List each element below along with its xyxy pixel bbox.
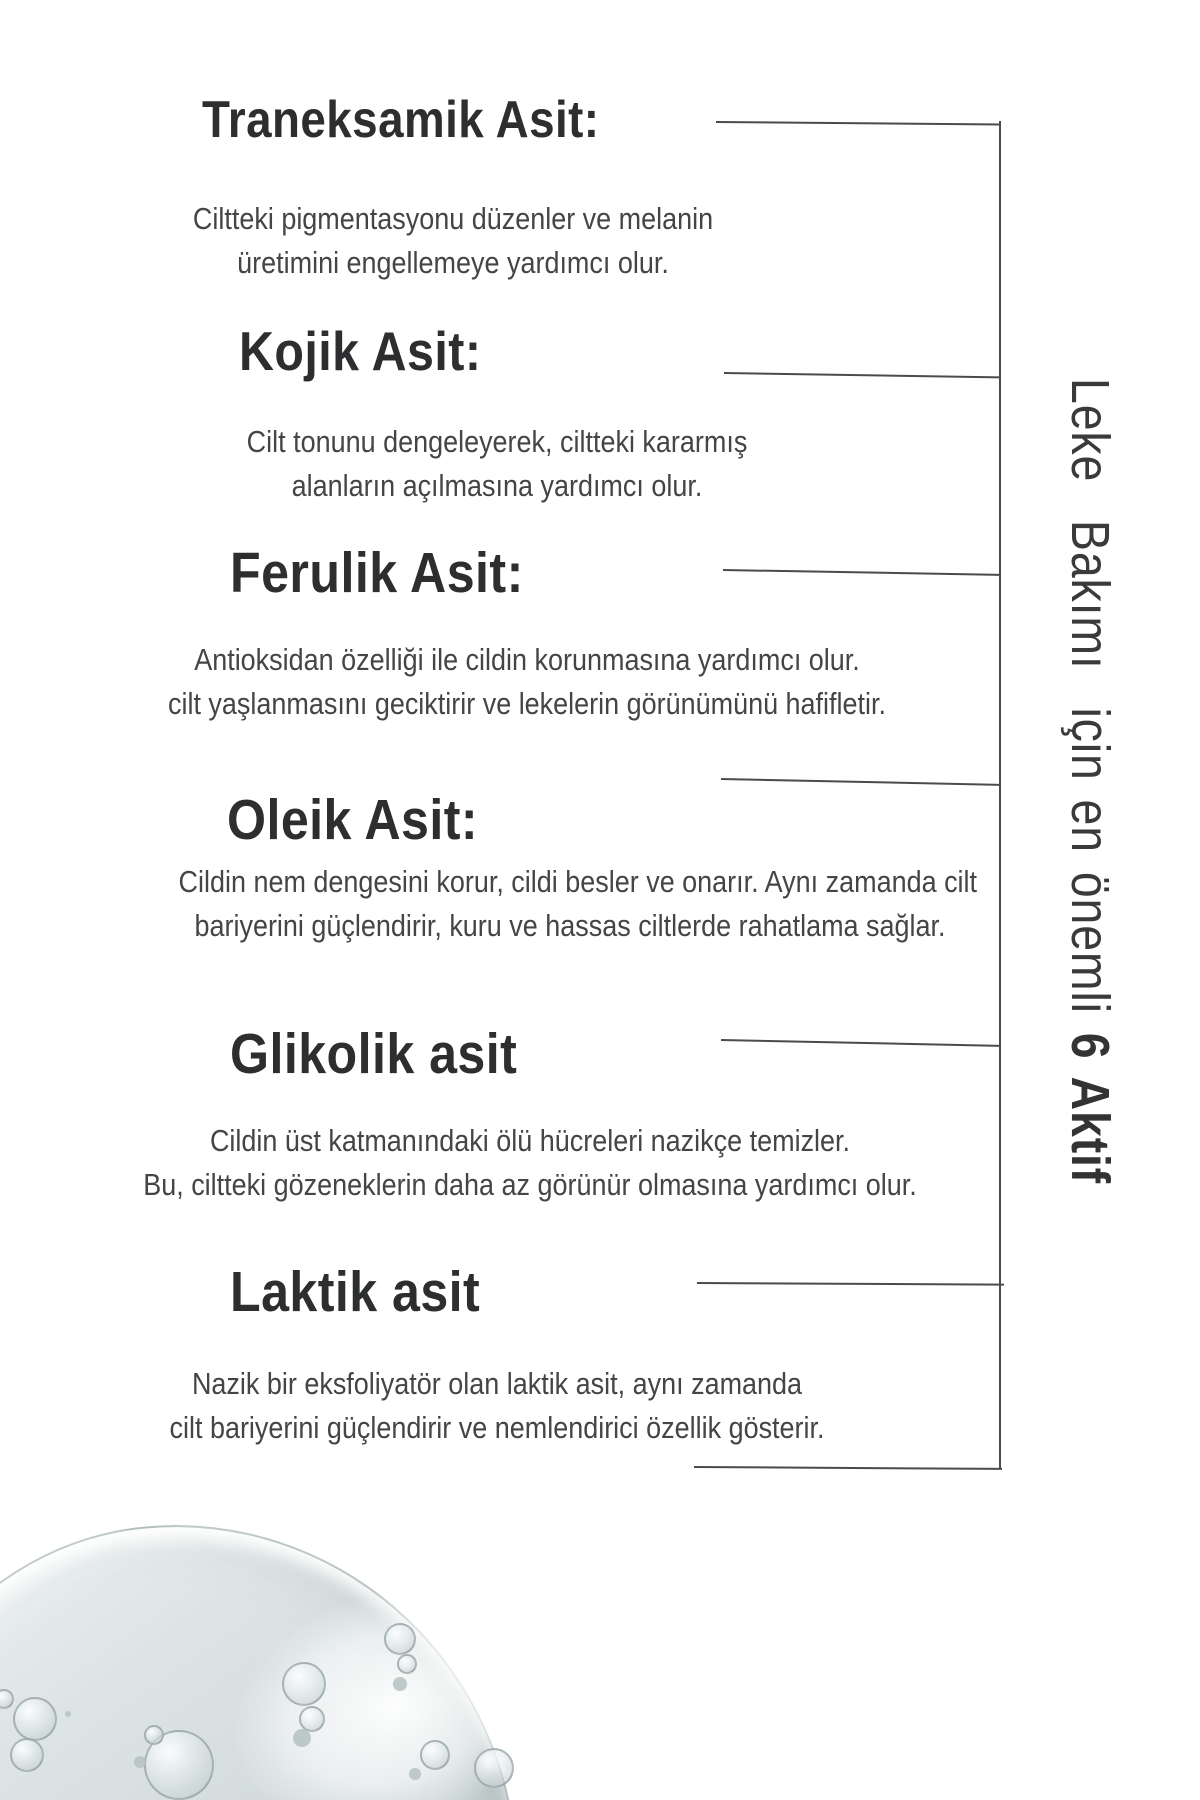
connector-line-laktik	[697, 1282, 1004, 1286]
body-oleik-asit	[178, 860, 978, 948]
side-label-bold: 6 Aktif	[1060, 1032, 1120, 1185]
heading-kojik-asit: Kojik Asit:	[239, 320, 482, 382]
bubble	[420, 1740, 450, 1770]
body-line: Antioksidan özelliği ile cildin korunmasına yardımcı olur.	[194, 642, 860, 677]
side-label-regular: Leke Bakımı için en önemli	[1060, 378, 1120, 1033]
connector-line-ferulik	[723, 569, 1000, 576]
heading-oleik-asit: Oleik Asit:	[227, 788, 479, 852]
bubble	[134, 1756, 146, 1768]
body-line: cilt yaşlanmasını geciktirir ve lekelerin görünümünü hafifletir.	[167, 686, 887, 721]
connector-line-oleik	[721, 778, 1000, 786]
side-label-vertical	[1055, 378, 1120, 1204]
connector-line-traneksamik	[716, 121, 1000, 125]
heading-laktik-asit: Laktik asit	[230, 1260, 481, 1324]
bubble	[282, 1662, 326, 1706]
body-line: cilt bariyerini güçlendirir ve nemlendirici özellik gösterir.	[169, 1410, 825, 1445]
bubble	[474, 1748, 514, 1788]
bubble	[393, 1677, 407, 1691]
connector-line-glikolik	[721, 1039, 1000, 1047]
body-line: Bu, ciltteki gözeneklerin daha az görünür olmasına yardımcı olur.	[143, 1167, 917, 1202]
bracket-bottom-line	[694, 1466, 1002, 1470]
connector-line-kojik	[724, 372, 1000, 378]
body-line: bariyerini güçlendirir, kuru ve hassas ciltlerde rahatlama sağlar.	[194, 908, 946, 943]
bubble	[384, 1623, 416, 1655]
heading-glikolik-asit: Glikolik asit	[230, 1022, 518, 1086]
heading-ferulik-asit: Ferulik Asit:	[230, 541, 524, 605]
bubble	[397, 1654, 417, 1674]
heading-traneksamik-asit: Traneksamik Asit:	[202, 91, 600, 149]
body-glikolik-asit	[139, 1119, 922, 1207]
body-line: Cilt tonunu dengeleyerek, ciltteki kararmış	[246, 424, 748, 459]
bubble	[13, 1697, 57, 1741]
bubble	[65, 1711, 71, 1717]
body-traneksamik-asit	[62, 197, 845, 285]
bubble	[144, 1725, 164, 1745]
body-ferulik-asit	[136, 638, 919, 726]
body-line: üretimini engellemeye yardımcı olur.	[237, 245, 669, 280]
body-kojik-asit	[106, 420, 889, 508]
body-line: Cildin nem dengesini korur, cildi besler ve onarır. Aynı zamanda cilt	[178, 864, 978, 899]
bubble	[293, 1729, 311, 1747]
body-line: Nazik bir eksfoliyatör olan laktik asit, aynı zamanda	[191, 1366, 803, 1401]
body-line: alanların açılmasına yardımcı olur.	[291, 468, 703, 503]
bubble	[10, 1738, 44, 1772]
body-line: Ciltteki pigmentasyonu düzenler ve melanin	[192, 201, 714, 236]
body-laktik-asit	[106, 1362, 889, 1450]
bubble	[409, 1768, 421, 1780]
body-line: Cildin üst katmanındaki ölü hücreleri nazikçe temizler.	[209, 1123, 851, 1158]
bracket-vertical-line	[999, 121, 1001, 1468]
